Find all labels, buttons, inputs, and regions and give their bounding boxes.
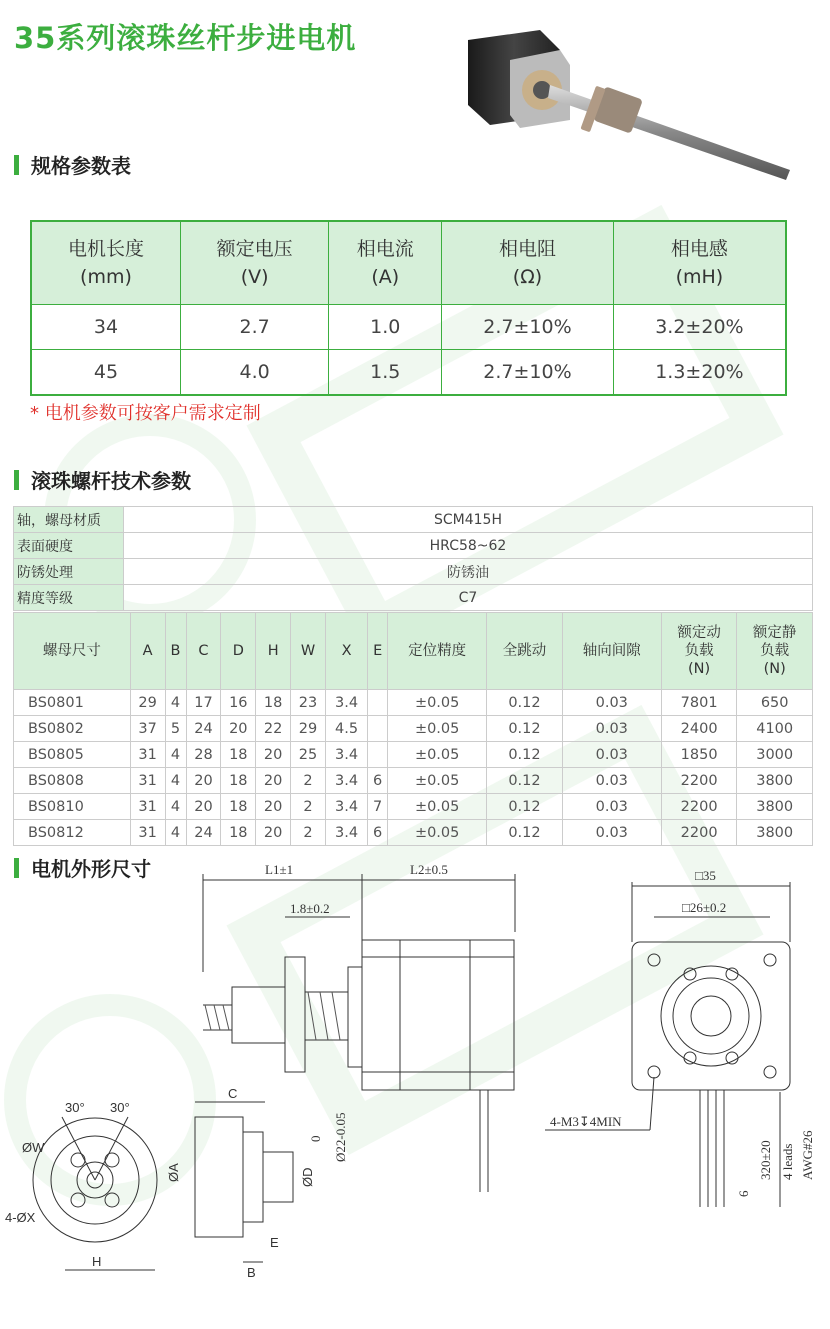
table-cell: 3.4 <box>325 768 367 794</box>
table-cell: ±0.05 <box>388 742 487 768</box>
table-cell <box>368 690 388 716</box>
table-row <box>14 690 813 716</box>
table-cell: 31 <box>130 820 165 846</box>
table-cell: 0.03 <box>562 742 661 768</box>
table-row <box>31 350 786 396</box>
column-header <box>186 613 221 690</box>
dim-six: 6 <box>736 1190 751 1197</box>
table-cell: 17 <box>186 690 221 716</box>
table-cell: 3800 <box>737 768 813 794</box>
table-cell: 2.7 <box>180 305 328 350</box>
header-text: D <box>232 643 244 659</box>
column-header <box>291 613 326 690</box>
column-header <box>14 613 131 690</box>
header-text: 电机长度 <box>67 238 144 260</box>
dim-flange: 1.8±0.2 <box>290 901 330 916</box>
section-title: 滚珠螺杆技术参数 <box>31 469 191 493</box>
dim-leads-length: 320±20 <box>758 1140 773 1180</box>
table-cell <box>368 716 388 742</box>
header-text: E <box>373 643 383 659</box>
table-cell: BS0801 <box>14 690 131 716</box>
nut-dimension-table <box>13 612 813 846</box>
table-cell: 3800 <box>737 794 813 820</box>
section-title: 规格参数表 <box>31 154 131 178</box>
dim-sq35: □35 <box>695 868 716 883</box>
column-header <box>130 613 165 690</box>
table-cell: ±0.05 <box>388 794 487 820</box>
dim-shaft-dia: Ø22-0.05 <box>333 1112 348 1162</box>
table-cell: 650 <box>737 690 813 716</box>
section-title: 电机外形尺寸 <box>31 857 151 881</box>
page-title: 35系列滚珠丝杆步进电机 <box>14 21 357 55</box>
material-value: C7 <box>124 585 813 611</box>
table-cell: 6 <box>368 768 388 794</box>
table-cell: 1850 <box>661 742 737 768</box>
header-text: 轴向间隙 <box>582 643 641 659</box>
table-cell: ±0.05 <box>388 690 487 716</box>
table-cell: 16 <box>221 690 256 716</box>
column-header <box>368 613 388 690</box>
spec-table <box>30 220 787 396</box>
table-cell: 25 <box>291 742 326 768</box>
column-header <box>325 613 367 690</box>
column-header <box>737 613 813 690</box>
table-cell: 6 <box>368 820 388 846</box>
column-header <box>256 613 291 690</box>
header-text: 额定静 <box>752 625 797 641</box>
table-cell: 7801 <box>661 690 737 716</box>
table-cell: 4 <box>165 742 186 768</box>
table-cell: 22 <box>256 716 291 742</box>
table-cell: 29 <box>291 716 326 742</box>
header-text: 相电感 <box>670 238 728 260</box>
table-cell: 0.03 <box>562 690 661 716</box>
table-cell: 2200 <box>661 794 737 820</box>
table-cell: 0.03 <box>562 716 661 742</box>
table-cell: 20 <box>256 742 291 768</box>
table-row <box>14 794 813 820</box>
material-key: 轴，螺母材质 <box>14 507 124 533</box>
dim-phi-w: ØW <box>22 1140 45 1155</box>
table-cell: 18 <box>256 690 291 716</box>
table-cell: 2200 <box>661 820 737 846</box>
table-cell: 2400 <box>661 716 737 742</box>
table-cell: 4 <box>165 794 186 820</box>
material-row <box>14 533 813 559</box>
dim-c: C <box>228 1086 238 1101</box>
table-cell: 2.7±10% <box>442 305 614 350</box>
table-cell: 0.03 <box>562 820 661 846</box>
table-cell: 45 <box>31 350 180 396</box>
table-cell: 0.12 <box>487 820 563 846</box>
section-heading-ballscrew <box>14 465 191 494</box>
table-cell: 3800 <box>737 820 813 846</box>
table-cell: 4 <box>165 690 186 716</box>
header-text: (Ω) <box>512 266 543 288</box>
table-cell: 20 <box>256 768 291 794</box>
header-text: (N) <box>763 661 786 677</box>
header-text: 相电流 <box>356 238 414 260</box>
column-header <box>442 221 614 305</box>
table-cell: 28 <box>186 742 221 768</box>
motor-product-photo <box>460 20 820 190</box>
material-row <box>14 585 813 611</box>
column-header <box>221 613 256 690</box>
table-cell: 4 <box>165 768 186 794</box>
table-cell: BS0810 <box>14 794 131 820</box>
dim-b: B <box>247 1265 256 1280</box>
table-cell: 31 <box>130 794 165 820</box>
table-cell: 20 <box>221 716 256 742</box>
table-row <box>14 742 813 768</box>
dim-screws: 4-M3↧4MIN <box>550 1114 622 1129</box>
section-heading-spec <box>14 150 131 179</box>
table-cell: 18 <box>221 742 256 768</box>
table-row <box>14 716 813 742</box>
dim-sq26: □26±0.2 <box>682 900 727 915</box>
table-cell: BS0802 <box>14 716 131 742</box>
table-row <box>31 305 786 350</box>
header-text: B <box>170 643 181 659</box>
material-key: 表面硬度 <box>14 533 124 559</box>
angle-2: 30° <box>110 1100 130 1115</box>
table-cell: 2 <box>291 768 326 794</box>
header-text: X <box>341 643 352 659</box>
table-cell: ±0.05 <box>388 820 487 846</box>
column-header <box>661 613 737 690</box>
column-header <box>165 613 186 690</box>
column-header <box>329 221 442 305</box>
table-cell: 0.03 <box>562 768 661 794</box>
header-text: (N) <box>688 661 711 677</box>
table-cell: 0.12 <box>487 768 563 794</box>
motor-dimension-drawing <box>0 862 830 1322</box>
dim-phi-d: ØD <box>300 1167 315 1187</box>
table-cell: 2 <box>291 794 326 820</box>
header-text: 负载 <box>684 643 714 659</box>
dim-e: E <box>270 1235 279 1250</box>
dim-shaft-tol: 0 <box>308 1135 323 1142</box>
table-cell: 4 <box>165 820 186 846</box>
table-cell: 0.12 <box>487 742 563 768</box>
table-cell: 31 <box>130 742 165 768</box>
material-key: 精度等级 <box>14 585 124 611</box>
table-cell: BS0812 <box>14 820 131 846</box>
table-cell: 3000 <box>737 742 813 768</box>
table-cell: ±0.05 <box>388 716 487 742</box>
table-cell: 18 <box>221 794 256 820</box>
table-cell: 4100 <box>737 716 813 742</box>
dim-leads-count: 4 leads <box>780 1143 795 1180</box>
table-cell: 20 <box>186 794 221 820</box>
table-cell: 20 <box>256 820 291 846</box>
customization-note: * 电机参数可按客户需求定制 <box>30 403 261 424</box>
table-row <box>14 768 813 794</box>
header-text: 负载 <box>760 643 790 659</box>
dim-l1: L1±1 <box>265 862 294 877</box>
table-cell: 0.12 <box>487 794 563 820</box>
material-row <box>14 559 813 585</box>
table-cell: 2200 <box>661 768 737 794</box>
table-cell: 3.4 <box>325 690 367 716</box>
table-cell <box>368 742 388 768</box>
material-value: HRC58~62 <box>124 533 813 559</box>
dim-l2: L2±0.5 <box>410 862 448 877</box>
dim-phi-a: ØA <box>166 1163 181 1182</box>
table-cell: 20 <box>186 768 221 794</box>
table-cell: 2 <box>291 820 326 846</box>
table-cell: 31 <box>130 768 165 794</box>
header-text: (A) <box>371 266 400 288</box>
table-cell: 4.5 <box>325 716 367 742</box>
table-cell: ±0.05 <box>388 768 487 794</box>
table-cell: 18 <box>221 820 256 846</box>
table-cell: 1.0 <box>329 305 442 350</box>
column-header <box>388 613 487 690</box>
material-table <box>13 506 813 611</box>
header-text: 螺母尺寸 <box>42 643 101 659</box>
header-text: W <box>300 643 316 659</box>
table-cell: 3.2±20% <box>613 305 786 350</box>
dim-awg: AWG#26 <box>800 1130 815 1180</box>
table-cell: 3.4 <box>325 820 367 846</box>
table-cell: BS0805 <box>14 742 131 768</box>
table-cell: 1.5 <box>329 350 442 396</box>
header-text: H <box>267 643 279 659</box>
dim-phi-x: 4-ØX <box>5 1210 36 1225</box>
table-cell: 29 <box>130 690 165 716</box>
table-cell: 20 <box>256 794 291 820</box>
column-header <box>562 613 661 690</box>
material-row <box>14 507 813 533</box>
header-text: 全跳动 <box>502 643 547 659</box>
header-text: C <box>198 643 209 659</box>
table-cell: 23 <box>291 690 326 716</box>
dim-h: H <box>92 1254 102 1269</box>
material-value: 防锈油 <box>124 559 813 585</box>
table-cell: 0.03 <box>562 794 661 820</box>
header-text: 相电阻 <box>498 238 556 260</box>
angle-1: 30° <box>65 1100 85 1115</box>
table-cell: 3.4 <box>325 742 367 768</box>
table-cell: 2.7±10% <box>442 350 614 396</box>
header-text: (V) <box>240 266 269 288</box>
header-text: 额定动 <box>677 625 721 641</box>
table-cell: 18 <box>221 768 256 794</box>
table-cell: 24 <box>186 820 221 846</box>
header-text: 定位精度 <box>408 643 467 659</box>
header-text: (mm) <box>80 266 132 288</box>
table-cell: 0.12 <box>487 690 563 716</box>
header-text: 额定电压 <box>216 238 293 260</box>
header-text: A <box>142 643 153 659</box>
table-cell: 0.12 <box>487 716 563 742</box>
column-header <box>180 221 328 305</box>
table-cell: 24 <box>186 716 221 742</box>
table-cell: 34 <box>31 305 180 350</box>
table-cell: 37 <box>130 716 165 742</box>
column-header <box>31 221 180 305</box>
column-header <box>613 221 786 305</box>
table-cell: 4.0 <box>180 350 328 396</box>
header-text: (mH) <box>675 266 724 288</box>
table-cell: 7 <box>368 794 388 820</box>
column-header <box>487 613 563 690</box>
table-cell: 1.3±20% <box>613 350 786 396</box>
table-row <box>14 820 813 846</box>
material-key: 防锈处理 <box>14 559 124 585</box>
table-cell: 5 <box>165 716 186 742</box>
table-cell: 3.4 <box>325 794 367 820</box>
table-cell: BS0808 <box>14 768 131 794</box>
material-value: SCM415H <box>124 507 813 533</box>
